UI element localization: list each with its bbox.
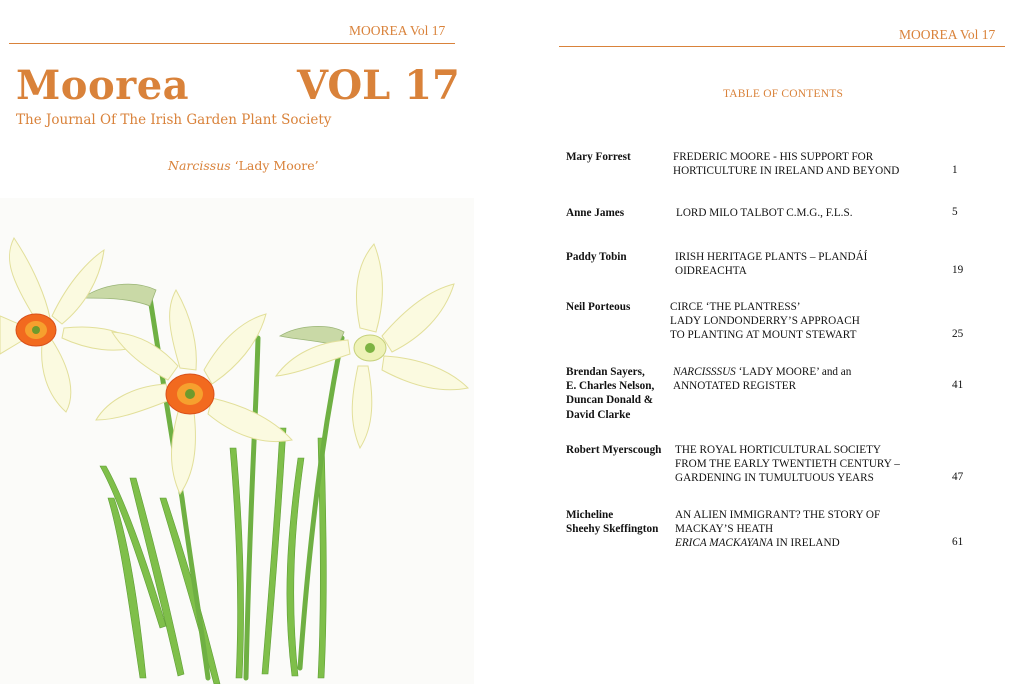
stem <box>246 338 258 678</box>
caption-genus: Narcissus <box>168 158 231 173</box>
toc-author: Paddy Tobin <box>566 251 627 263</box>
journal-subtitle: The Journal Of The Irish Garden Plant Society <box>16 112 332 128</box>
illustration-caption <box>168 158 319 173</box>
caption-cultivar: ‘Lady Moore’ <box>230 158 319 173</box>
cover-page <box>0 0 480 690</box>
toc-author: Anne James <box>566 207 625 219</box>
volume-label: VOL 17 <box>297 62 460 109</box>
toc-title[interactable]: CIRCE ‘THE PLANTRESS’ LADY LONDONDERRY’S APPROACH TO PLANTING AT MOUNT STEWART <box>670 301 860 342</box>
toc-page-number: 25 <box>952 328 964 340</box>
toc-author: Brendan Sayers, E. Charles Nelson, Duncan Donald & David Clarke <box>566 366 655 421</box>
toc-page-number: 5 <box>952 206 958 218</box>
toc-author: Neil Porteous <box>566 301 631 313</box>
narcissus-drawing <box>0 198 474 684</box>
toc-page-number: 47 <box>952 471 964 483</box>
leaf <box>160 498 220 684</box>
toc-page-number: 41 <box>952 379 964 391</box>
running-head-right: MOOREA Vol 17 <box>899 27 996 42</box>
toc-title[interactable]: NARCISSSUS ‘LADY MOORE’ and an ANNOTATED REGISTER <box>673 366 852 393</box>
toc-author: Micheline Sheehy Skeffington <box>566 509 659 536</box>
toc-author: Robert Myerscough <box>566 444 662 456</box>
toc-heading: TABLE OF CONTENTS <box>723 88 844 100</box>
flower-center <box>96 290 292 494</box>
leaf <box>262 428 286 674</box>
toc-page-number: 61 <box>952 536 964 548</box>
toc-page-number: 19 <box>952 264 964 276</box>
header-rule-left <box>9 43 455 44</box>
running-head-left: MOOREA Vol 17 <box>349 23 446 38</box>
journal-title: Moorea <box>16 62 190 109</box>
flower-left <box>0 238 140 412</box>
flower-right <box>276 244 468 448</box>
leaf <box>230 448 244 678</box>
narcissus-illustration <box>0 198 474 684</box>
toc-page-number: 1 <box>952 164 958 176</box>
toc-title[interactable]: IRISH HERITAGE PLANTS – PLANDÁÍ OIDREACHTA <box>675 251 868 278</box>
toc-author: Mary Forrest <box>566 151 631 163</box>
spathe <box>82 284 156 306</box>
toc-title[interactable]: FREDERIC MOORE - HIS SUPPORT FOR HORTICULTURE IN IRELAND AND BEYOND <box>673 151 900 178</box>
toc-title[interactable]: THE ROYAL HORTICULTURAL SOCIETY FROM THE EARLY TWENTIETH CENTURY – GARDENING IN TUMULTUOUS YEARS <box>675 444 900 485</box>
toc-title[interactable]: AN ALIEN IMMIGRANT? THE STORY OF MACKAY’S HEATH ERICA MACKAYANA IN IRELAND <box>675 509 881 550</box>
header-rule-right <box>559 46 1005 47</box>
contents-page <box>540 0 1024 690</box>
toc-title[interactable]: LORD MILO TALBOT C.M.G., F.L.S. <box>676 207 853 219</box>
